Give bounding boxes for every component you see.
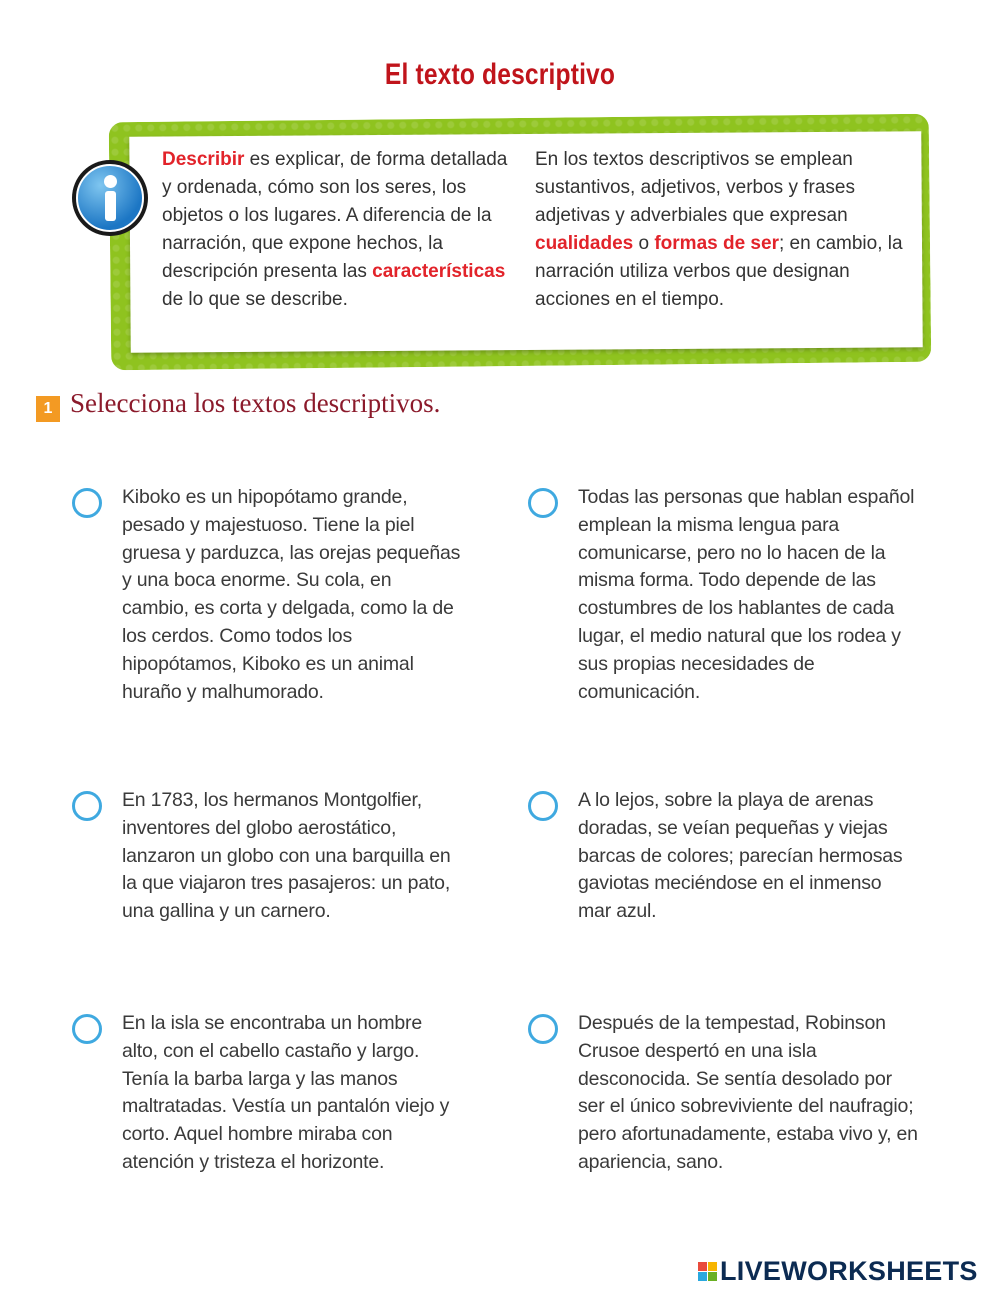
liveworksheets-logo (698, 1256, 978, 1287)
info-text-right: En los textos descriptivos se emplean sustantivos, adjetivos, verbos y frases adjetivas y adverbiales que expresan cualidades o formas de ser; en cambio, la narración utiliza verbos que designan acciones en el tiempo. (535, 149, 903, 310)
option-3-text: En 1783, los hermanos Montgolfier, inventores del globo aerostático, lanzaron un globo con una barquilla en la que viajaron tres pasajeros: un pato, una gallina y un carnero. (122, 789, 451, 923)
option-6-text: Después de la tempestad, Robinson Crusoe despertó en una isla desconocida. Se sentía desolado por ser el único sobreviviente del naufragio; pero afortunadamente, estaba vivo y, en apariencia, sano. (578, 1012, 918, 1173)
logo-square-3 (698, 1272, 707, 1281)
page-title: El texto descriptivo (384, 58, 616, 91)
term-cualidades: cualidades (535, 233, 634, 254)
option-3-radio[interactable] (72, 791, 102, 821)
option-5-text: En la isla se encontraba un hombre alto, con el cabello castaño y largo. Tenía la barba larga y las manos maltratadas. Vestía un pantalón viejo y corto. Aquel hombre miraba con atención y tristeza el horizonte. (122, 1012, 450, 1173)
option-4-radio[interactable] (528, 791, 558, 821)
info-icon (72, 160, 148, 236)
option-2-text: Todas las personas que hablan español emplean la misma lengua para comunicarse, pero no lo hacen de la misma forma. Todo depende de las costumbres de los hablantes de cada lugar, el medio natural que los rodea y sus propias necesidades de comunicación. (578, 486, 915, 703)
logo-square-4 (708, 1272, 717, 1281)
term-caracteristicas: características (372, 261, 506, 282)
logo-square-1 (698, 1262, 707, 1271)
option-2-radio[interactable] (528, 488, 558, 518)
term-describir: Describir (162, 149, 245, 170)
logo-square-2 (708, 1262, 717, 1271)
option-5-radio[interactable] (72, 1014, 102, 1044)
logo-mark-icon (698, 1262, 717, 1281)
exercise-number: 1 (36, 396, 60, 422)
option-1-radio[interactable] (72, 488, 102, 518)
info-text-left: Describir es explicar, de forma detallada y ordenada, cómo son los seres, los objetos o los lugares. A diferencia de la narración, que expone hechos, la descripción presenta las características de lo que se describe. (162, 149, 508, 310)
option-4-text: A lo lejos, sobre la playa de arenas doradas, se veían pequeñas y viejas barcas de colores; parecían hermosas gaviotas meciéndose en el inmenso mar azul. (578, 789, 903, 923)
option-1-text: Kiboko es un hipopótamo grande, pesado y majestuoso. Tiene la piel gruesa y parduzca, las orejas pequeñas y una boca enorme. Su cola, en cambio, es corta y delgada, como la de los cerdos. Como todos los hipopótamos, Kiboko es un animal huraño y malhumorado. (122, 486, 461, 703)
option-6-radio[interactable] (528, 1014, 558, 1044)
term-formas-de-ser: formas de ser (654, 233, 779, 254)
logo-text: LIVEWORKSHEETS (720, 1256, 978, 1286)
exercise-instruction: Selecciona los textos descriptivos. (70, 388, 441, 418)
